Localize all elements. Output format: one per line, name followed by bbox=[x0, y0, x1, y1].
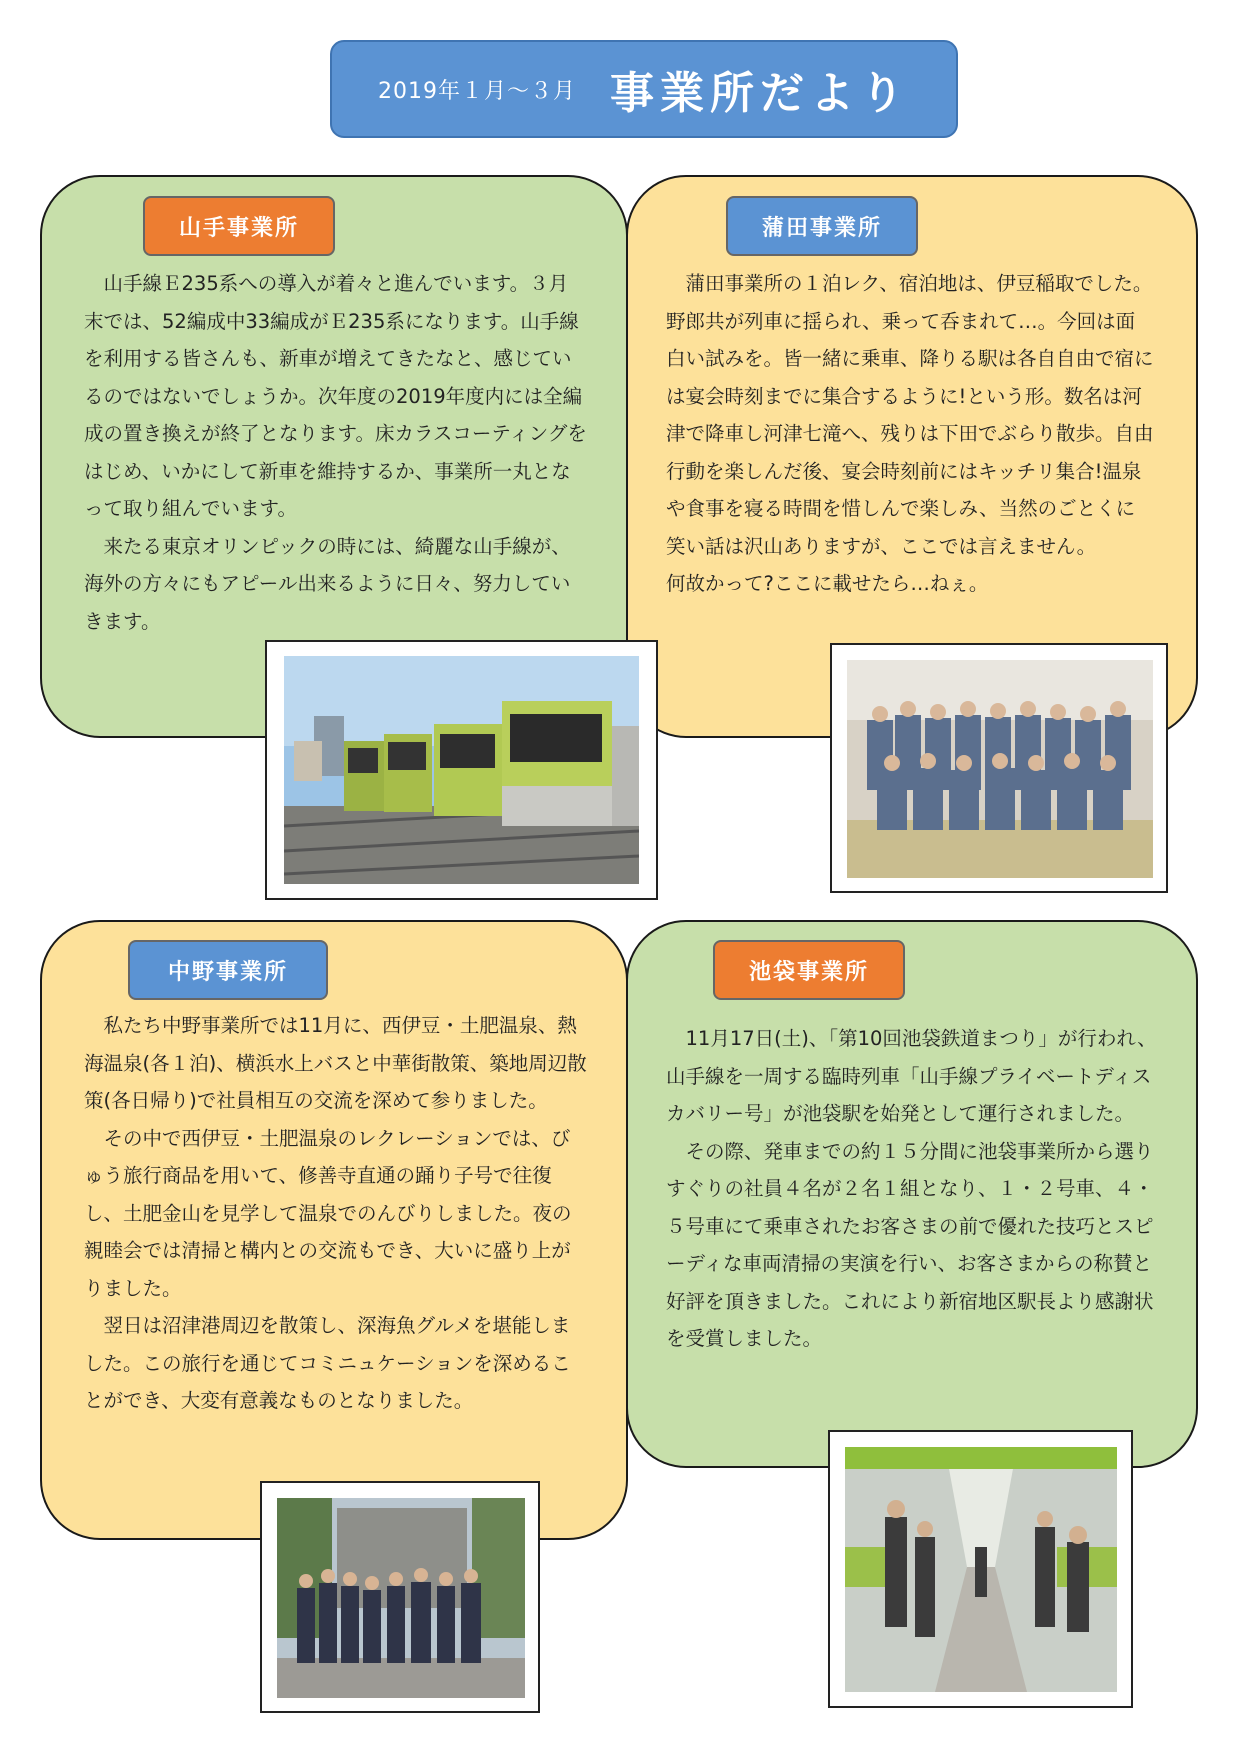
nakano-group-photo bbox=[260, 1481, 540, 1713]
ikebukuro-label: 池袋事業所 bbox=[713, 940, 905, 1000]
yamanote-text bbox=[84, 265, 587, 640]
kamata-group-photo bbox=[830, 643, 1168, 893]
page-title: 事業所だより bbox=[610, 68, 910, 119]
paragraph: 私たち中野事業所では11月に、西伊豆・土肥温泉、熱海温泉(各１泊)、横浜水上バスと中華街散策、築地周辺散策(各日帰り)で社員相互の交流を深めて参りました。 bbox=[84, 1014, 587, 1112]
yamanote-label: 山手事業所 bbox=[143, 196, 335, 256]
paragraph: 11月17日(土)、「第10回池袋鉄道まつり」が行われ、山手線を一周する臨時列車「山手線プライベートディスカバリー号」が池袋駅を始発として運行されました。 bbox=[666, 1027, 1157, 1125]
ikebukuro-text bbox=[666, 1020, 1158, 1358]
date-range: 2019年１月～３月 bbox=[378, 78, 576, 104]
paragraph: 蒲田事業所の１泊レク、宿泊地は、伊豆稲取でした。野郎共が列車に揺られ、乗って呑まれて…。今回は面白い試みを。皆一緒に乗車、降りる駅は各自自由で宿には宴会時刻までに集合するように!という形。数名は河津で降車し河津七滝へ、残りは下田でぶらり散歩。自由行動を楽しんだ後、宴会時刻前にはキッチリ集合!温泉や食事を寝る時間を惜しんで楽しみ、当然のごとくに笑い話は沢山ありますが、ここでは言えません。 bbox=[666, 272, 1154, 558]
yamanote-train-photo bbox=[265, 640, 658, 900]
paragraph: その中で西伊豆・土肥温泉のレクレーションでは、びゅう旅行商品を用いて、修善寺直通の踊り子号で往復し、土肥金山を見学して温泉でのんびりしました。夜の親睦会では清掃と構内との交流もでき、大いに盛り上がりました。 bbox=[84, 1126, 572, 1300]
nakano-label: 中野事業所 bbox=[128, 940, 328, 1000]
ikebukuro-interior-photo bbox=[828, 1430, 1133, 1708]
paragraph: 来たる東京オリンピックの時には、綺麗な山手線が、海外の方々にもアピール出来るように日々、努力していきます。 bbox=[84, 534, 571, 633]
paragraph: 何故かって?ここに載せたら…ねぇ。 bbox=[666, 572, 989, 595]
kamata-label: 蒲田事業所 bbox=[726, 196, 918, 256]
kamata-text bbox=[666, 265, 1154, 603]
paragraph: その際、発車までの約１５分間に池袋事業所から選りすぐりの社員４名が２名１組となり、１・２号車、４・５号車にて乗車されたお客さまの前で優れた技巧とスピーディな車両清掃の実演を行い、お客さまからの称賛と好評を頂きました。これにより新宿地区駅長より感謝状を受賞しました。 bbox=[666, 1139, 1154, 1350]
nakano-text bbox=[84, 1007, 587, 1420]
page-title-banner bbox=[330, 40, 958, 138]
paragraph: 山手線Ｅ235系への導入が着々と進んでいます。３月末では、52編成中33編成がＥ235系になります。山手線を利用する皆さんも、新車が増えてきたなと、感じているのではないでしょうか。次年度の2019年度内には全編成の置き換えが終了となります。床カラスコーティングをはじめ、いかにして新車を維持するか、事業所一丸となって取り組んでいます。 bbox=[84, 272, 587, 520]
paragraph: 翌日は沼津港周辺を散策し、深海魚グルメを堪能しました。この旅行を通じてコミニュケーションを深めることができ、大変有意義なものとなりました。 bbox=[84, 1314, 571, 1412]
